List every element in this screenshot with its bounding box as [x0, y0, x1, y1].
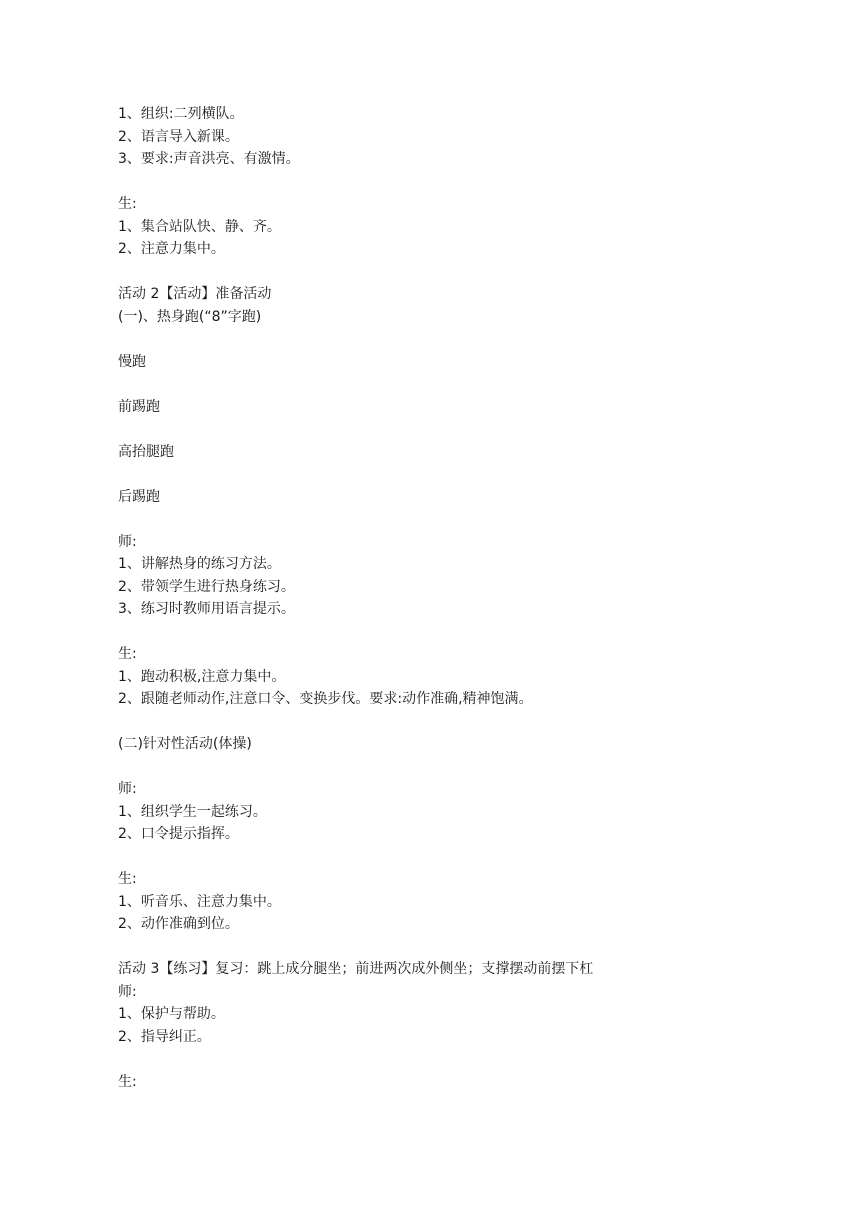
blank-line: [118, 171, 820, 194]
blank-line: [118, 261, 820, 284]
text-line: 2、指导纠正。: [118, 1028, 211, 1045]
blank-line: [118, 1048, 820, 1071]
text-line: 2、动作准确到位。: [118, 916, 239, 932]
text-line: 生:: [118, 871, 137, 887]
blank-line: [118, 711, 820, 734]
section-heading: 活动 2【活动】准备活动: [118, 286, 272, 302]
blank-line: [118, 936, 820, 959]
text-line: 生:: [118, 1073, 137, 1090]
text-line: 1、组织:二列横队。: [118, 106, 244, 122]
text-line: 生:: [118, 646, 137, 662]
blank-line: [118, 846, 820, 869]
blank-line: [118, 756, 820, 779]
text-line: 后踢跑: [118, 488, 160, 505]
text-line: 3、练习时教师用语言提示。: [118, 601, 295, 617]
blank-line: [118, 463, 820, 486]
document-page: [118, 103, 820, 1093]
text-line: 2、跟随老师动作,注意口令、变换步伐。要求:动作准确,精神饱满。: [118, 691, 533, 707]
text-line: 师:: [118, 983, 137, 1000]
text-line: 2、口令提示指挥。: [118, 826, 239, 842]
text-line: 2、注意力集中。: [118, 241, 225, 257]
text-line: (二)针对性活动(体操): [118, 736, 252, 752]
blank-line: [118, 621, 820, 644]
section-heading: 活动 3【练习】复习：跳上成分腿坐；前进两次成外侧坐；支撑摆动前摆下杠: [118, 961, 594, 977]
text-line: 1、保护与帮助。: [118, 1006, 225, 1022]
text-line: 1、听音乐、注意力集中。: [118, 893, 281, 910]
text-line: 3、要求:声音洪亮、有激情。: [118, 151, 300, 167]
text-line: 1、讲解热身的练习方法。: [118, 556, 281, 572]
text-line: 师:: [118, 533, 137, 550]
text-line: 1、集合站队快、静、齐。: [118, 218, 281, 235]
text-line: 慢跑: [118, 353, 146, 370]
text-line: 师:: [118, 781, 137, 797]
text-line: 1、组织学生一起练习。: [118, 803, 267, 820]
text-line: 生:: [118, 196, 137, 212]
text-line: 1、跑动积极,注意力集中。: [118, 668, 286, 685]
blank-line: [118, 418, 820, 441]
text-line: 高抬腿跑: [118, 443, 174, 460]
blank-line: [118, 508, 820, 531]
text-line: 2、带领学生进行热身练习。: [118, 578, 295, 595]
blank-line: [118, 328, 820, 351]
text-line: 2、语言导入新课。: [118, 128, 239, 145]
text-line: 前踢跑: [118, 398, 160, 415]
text-line: (一)、热身跑(“8”字跑): [118, 308, 262, 325]
blank-line: [118, 373, 820, 396]
